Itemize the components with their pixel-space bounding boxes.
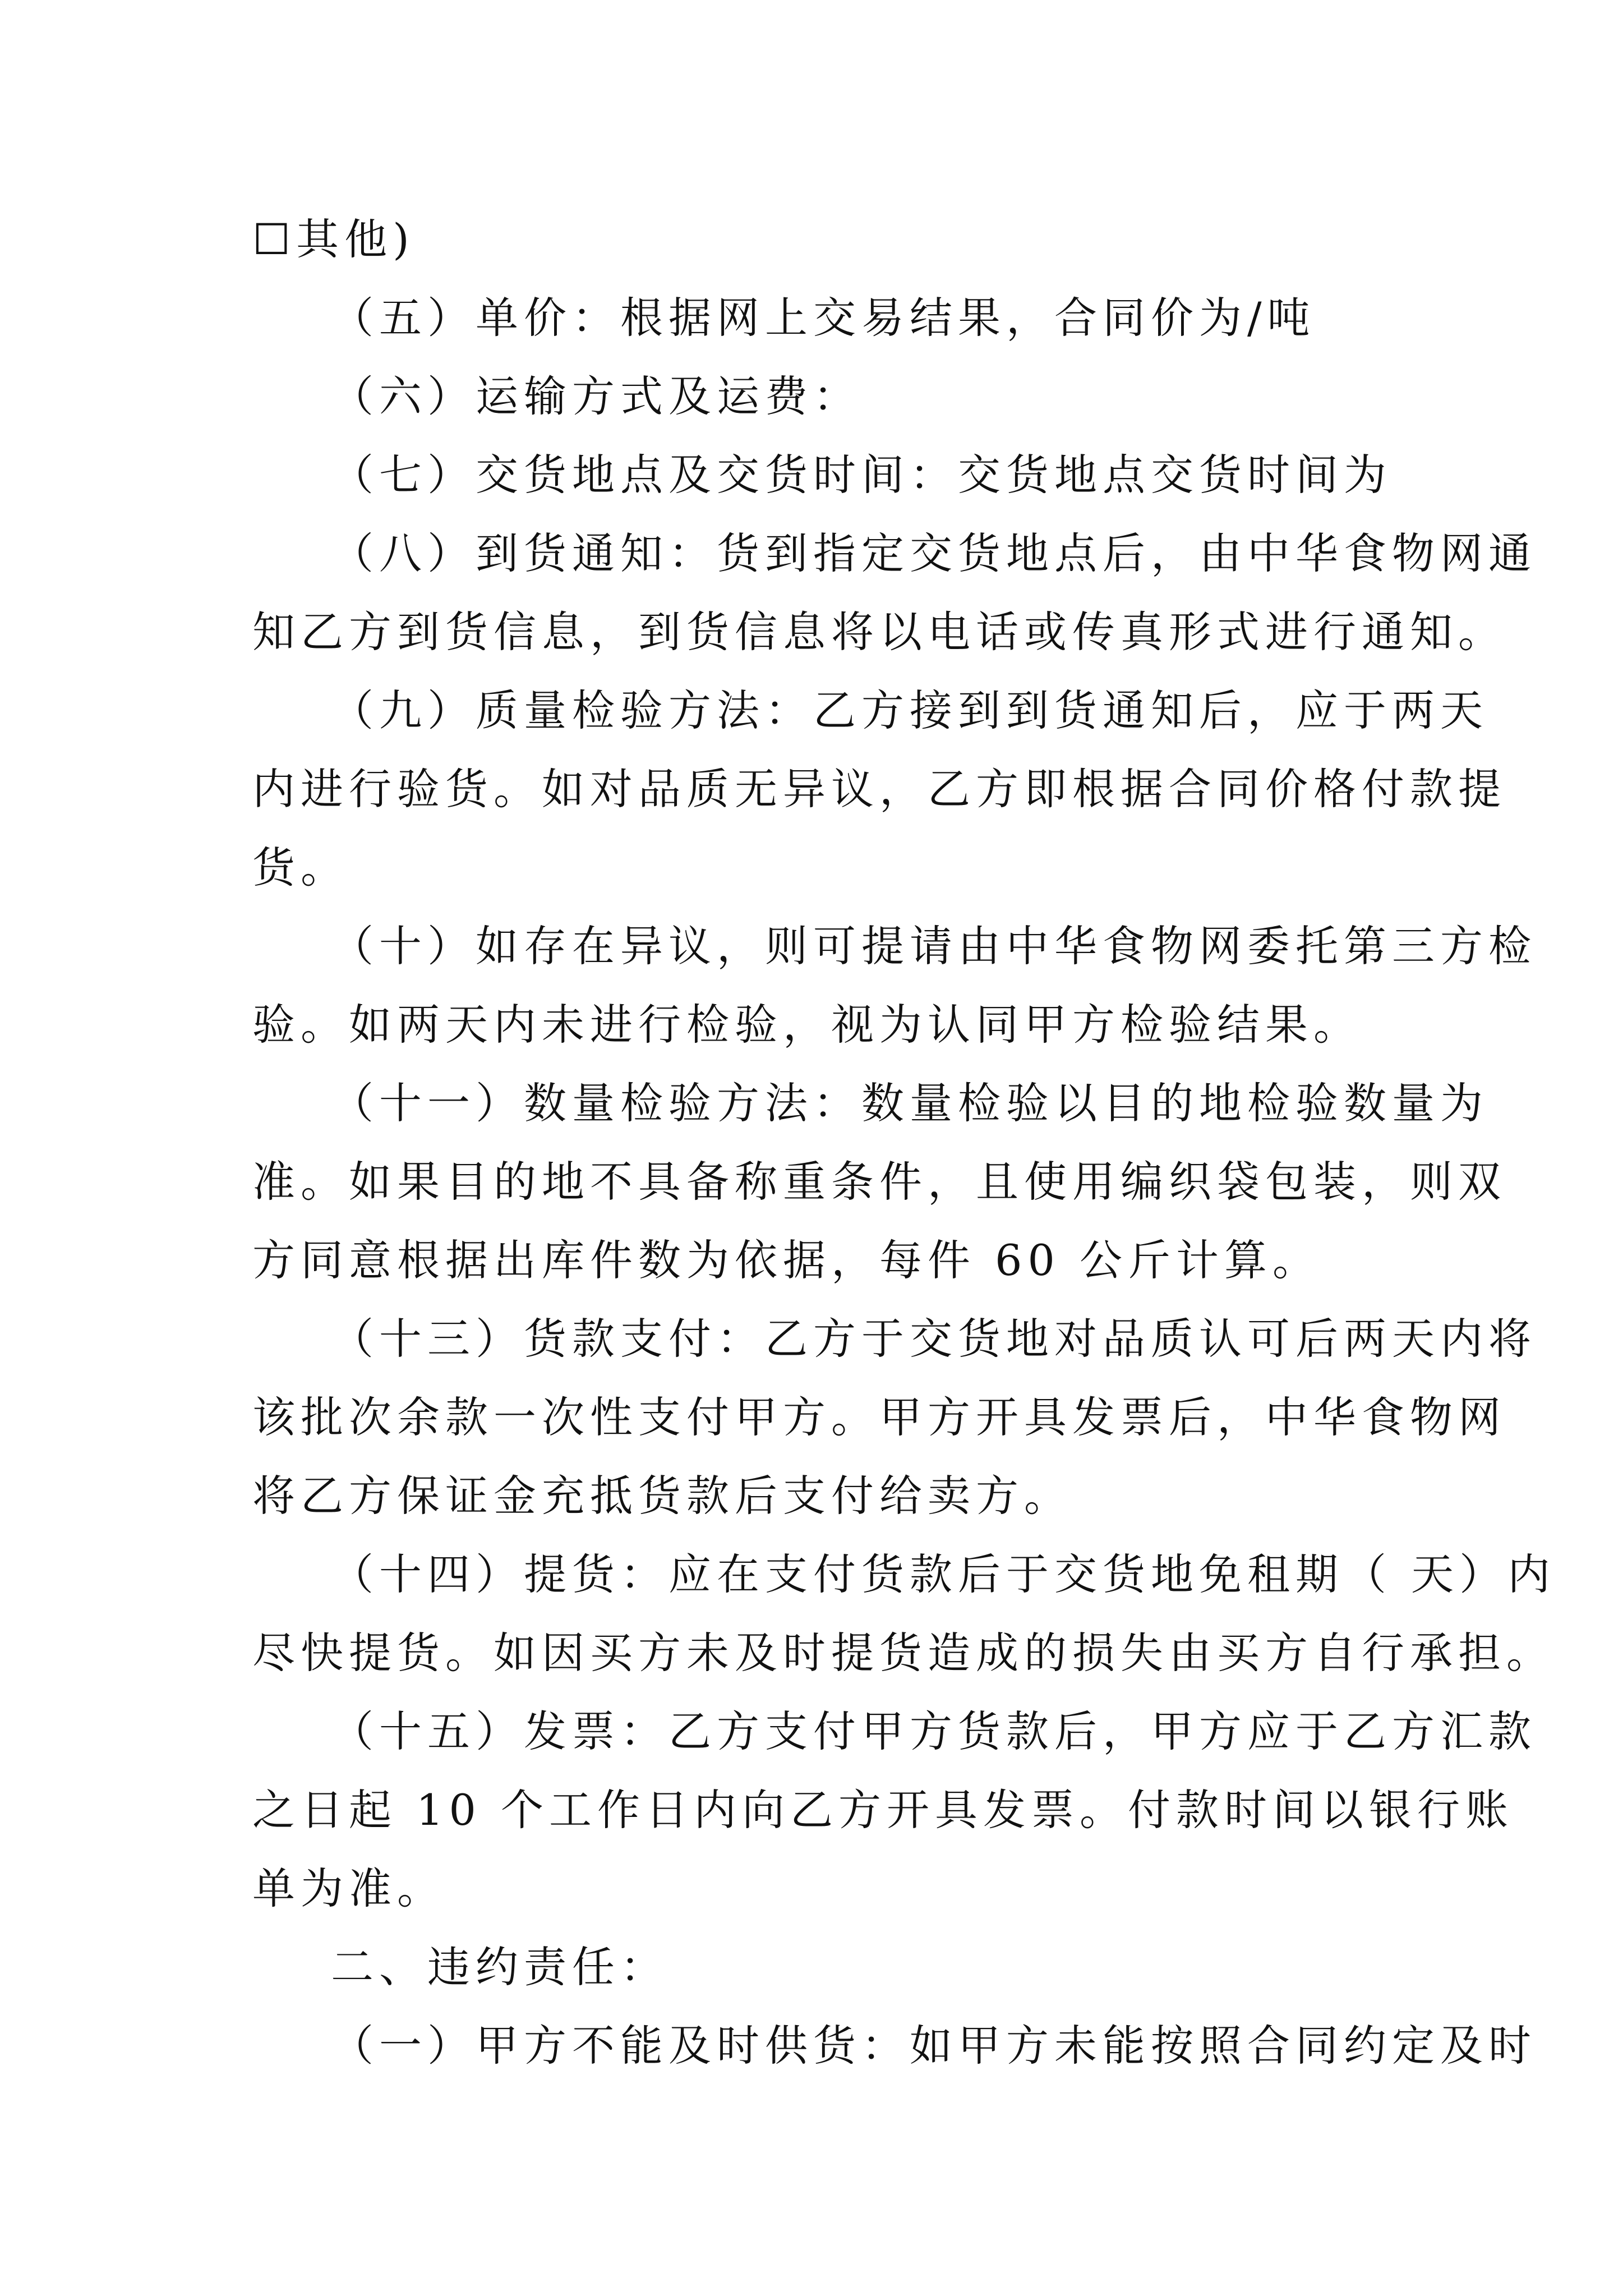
line-21: 之日起 10 个工作日内向乙方开具发票。付款时间以银行账 bbox=[252, 1785, 1514, 1835]
line-17: 将乙方保证金充抵货款后支付给卖方。 bbox=[252, 1471, 1072, 1521]
line-13: 准。如果目的地不具备称重条件，且使用编织袋包装，则双 bbox=[252, 1157, 1506, 1207]
line-4: （七）交货地点及交货时间：交货地点交货时间为 bbox=[331, 450, 1392, 500]
line-8: 内进行验货。如对品质无异议，乙方即根据合同价格付款提 bbox=[252, 764, 1506, 814]
line-19: 尽快提货。如因买方未及时提货造成的损失由买方自行承担。 bbox=[252, 1628, 1555, 1678]
line-6: 知乙方到货信息，到货信息将以电话或传真形式进行通知。 bbox=[252, 607, 1506, 657]
line-12: （十一）数量检验方法：数量检验以目的地检验数量为 bbox=[331, 1078, 1488, 1128]
line-1: ☐其他) bbox=[252, 214, 415, 264]
line-10: （十）如存在异议，则可提请由中华食物网委托第三方检 bbox=[331, 921, 1537, 971]
line-15: （十三）货款支付：乙方于交货地对品质认可后两天内将 bbox=[331, 1314, 1537, 1364]
line-11: 验。如两天内未进行检验，视为认同甲方检验结果。 bbox=[252, 1000, 1362, 1050]
line-22: 单为准。 bbox=[252, 1864, 445, 1913]
line-9: 货。 bbox=[252, 843, 349, 892]
line-2: （五）单价：根据网上交易结果，合同价为/吨 bbox=[331, 293, 1316, 343]
line-24: （一）甲方不能及时供货：如甲方未能按照合同约定及时 bbox=[331, 2021, 1537, 2070]
line-20: （十五）发票：乙方支付甲方货款后，甲方应于乙方汇款 bbox=[331, 1706, 1537, 1756]
line-7: （九）质量检验方法：乙方接到到货通知后，应于两天 bbox=[331, 685, 1488, 735]
line-14: 方同意根据出库件数为依据，每件 60 公斤计算。 bbox=[252, 1235, 1321, 1285]
line-3: （六）运输方式及运费： bbox=[331, 371, 861, 421]
line-5: （八）到货通知：货到指定交货地点后，由中华食物网通 bbox=[331, 528, 1537, 578]
line-23: 二、违约责任： bbox=[331, 1942, 668, 1992]
line-16: 该批次余款一次性支付甲方。甲方开具发票后，中华食物网 bbox=[252, 1392, 1506, 1442]
line-18: （十四）提货：应在支付货款后于交货地免租期（ 天）内 bbox=[331, 1549, 1556, 1599]
